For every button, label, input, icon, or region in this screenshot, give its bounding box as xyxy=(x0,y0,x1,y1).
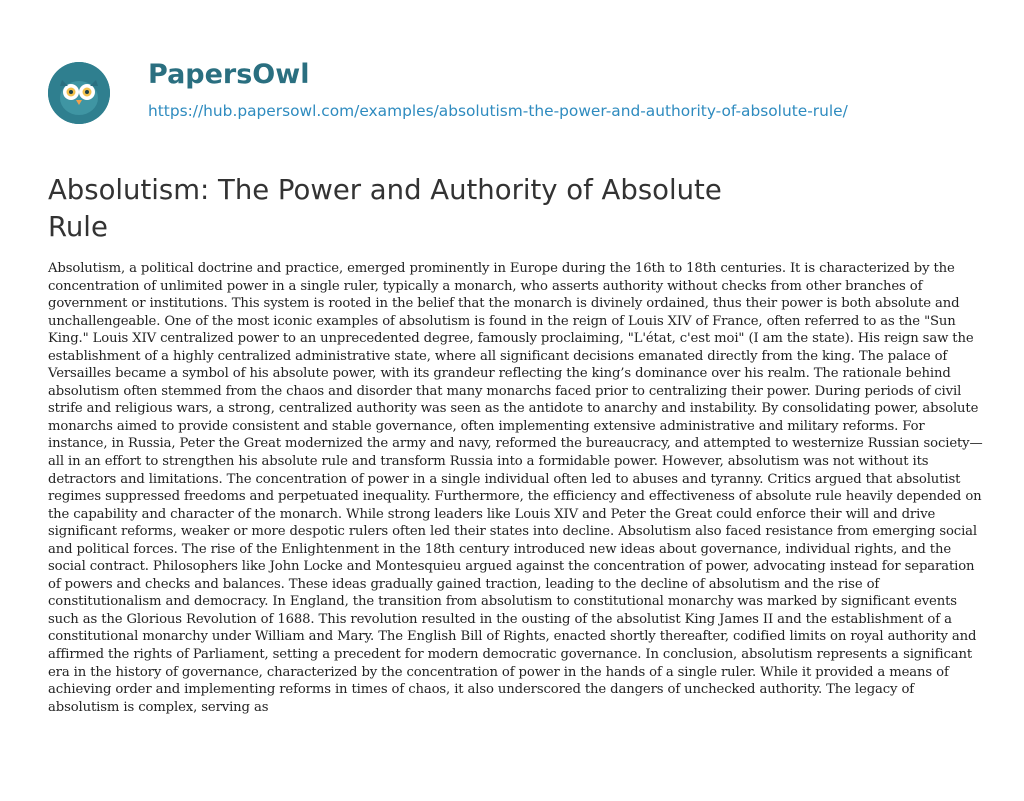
site-header xyxy=(48,59,848,124)
brand xyxy=(148,59,848,120)
article-title: Absolutism: The Power and Authority of Absolute Rule xyxy=(48,174,722,243)
brand-name[interactable]: PapersOwl xyxy=(148,59,310,90)
page-url[interactable]: https://hub.papersowl.com/examples/absolutism-the-power-and-authority-of-absolute-rule/ xyxy=(148,102,848,120)
article-body: Absolutism, a political doctrine and practice, emerged prominently in Europe during the 16th to 18th centuries. It is characterized by the concentration of unlimited power in a single ruler, typically a monarch, who asserts authority without checks from other branches of government or institutions. This system is rooted in the belief that the monarch is divinely ordained, thus their power is both absolute and unchallengeable. One of the most iconic examples of absolutism is found in the reign of Louis XIV of France, often referred to as the "Sun King." Louis XIV centralized power to an unprecedented degree, famously proclaiming, "L'état, c'est moi" (I am the state). His reign saw the establishment of a highly centralized administrative state, where all significant decisions emanated directly from the king. The palace of Versailles became a symbol of his absolute power, with its grandeur reflecting the king’s dominance over his realm. The rationale behind absolutism often stemmed from the chaos and disorder that many monarchs faced prior to centralizing their power. During periods of civil strife and religious wars, a strong, centralized authority was seen as the antidote to anarchy and instability. By consolidating power, absolute monarchs aimed to provide consistent and stable governance, often implementing extensive administrative and military reforms. For instance, in Russia, Peter the Great modernized the army and navy, reformed the bureaucracy, and attempted to westernize Russian society—all in an effort to strengthen his absolute rule and transform Russia into a formidable power. However, absolutism was not without its detractors and limitations. The concentration of power in a single individual often led to abuses and tyranny. Critics argued that absolutist regimes suppressed freedoms and perpetuated inequality. Furthermore, the efficiency and effectiveness of absolute rule heavily depended on the capability and character of the monarch. While strong leaders like Louis XIV and Peter the Great could enforce their will and drive significant reforms, weaker or more despotic rulers often led their states into decline. Absolutism also faced resistance from emerging social and political forces. The rise of the Enlightenment in the 18th century introduced new ideas about governance, individual rights, and the social contract. Philosophers like John Locke and Montesquieu argued against the concentration of power, advocating instead for separation of powers and checks and balances. These ideas gradually gained traction, leading to the decline of absolutism and the rise of constitutionalism and democracy. In England, the transition from absolutism to constitutional monarchy was marked by significant events such as the Glorious Revolution of 1688. This revolution resulted in the ousting of the absolutist King James II and the establishment of a constitutional monarchy under William and Mary. The English Bill of Rights, enacted shortly thereafter, codified limits on royal authority and affirmed the rights of Parliament, setting a precedent for modern democratic governance. In conclusion, absolutism represents a significant era in the history of governance, characterized by the concentration of power in the hands of a single ruler. While it provided a means of achieving order and implementing reforms in times of chaos, it also underscored the dangers of unchecked authority. The legacy of absolutism is complex, serving as xyxy=(48,261,983,715)
owl-icon xyxy=(48,62,110,124)
